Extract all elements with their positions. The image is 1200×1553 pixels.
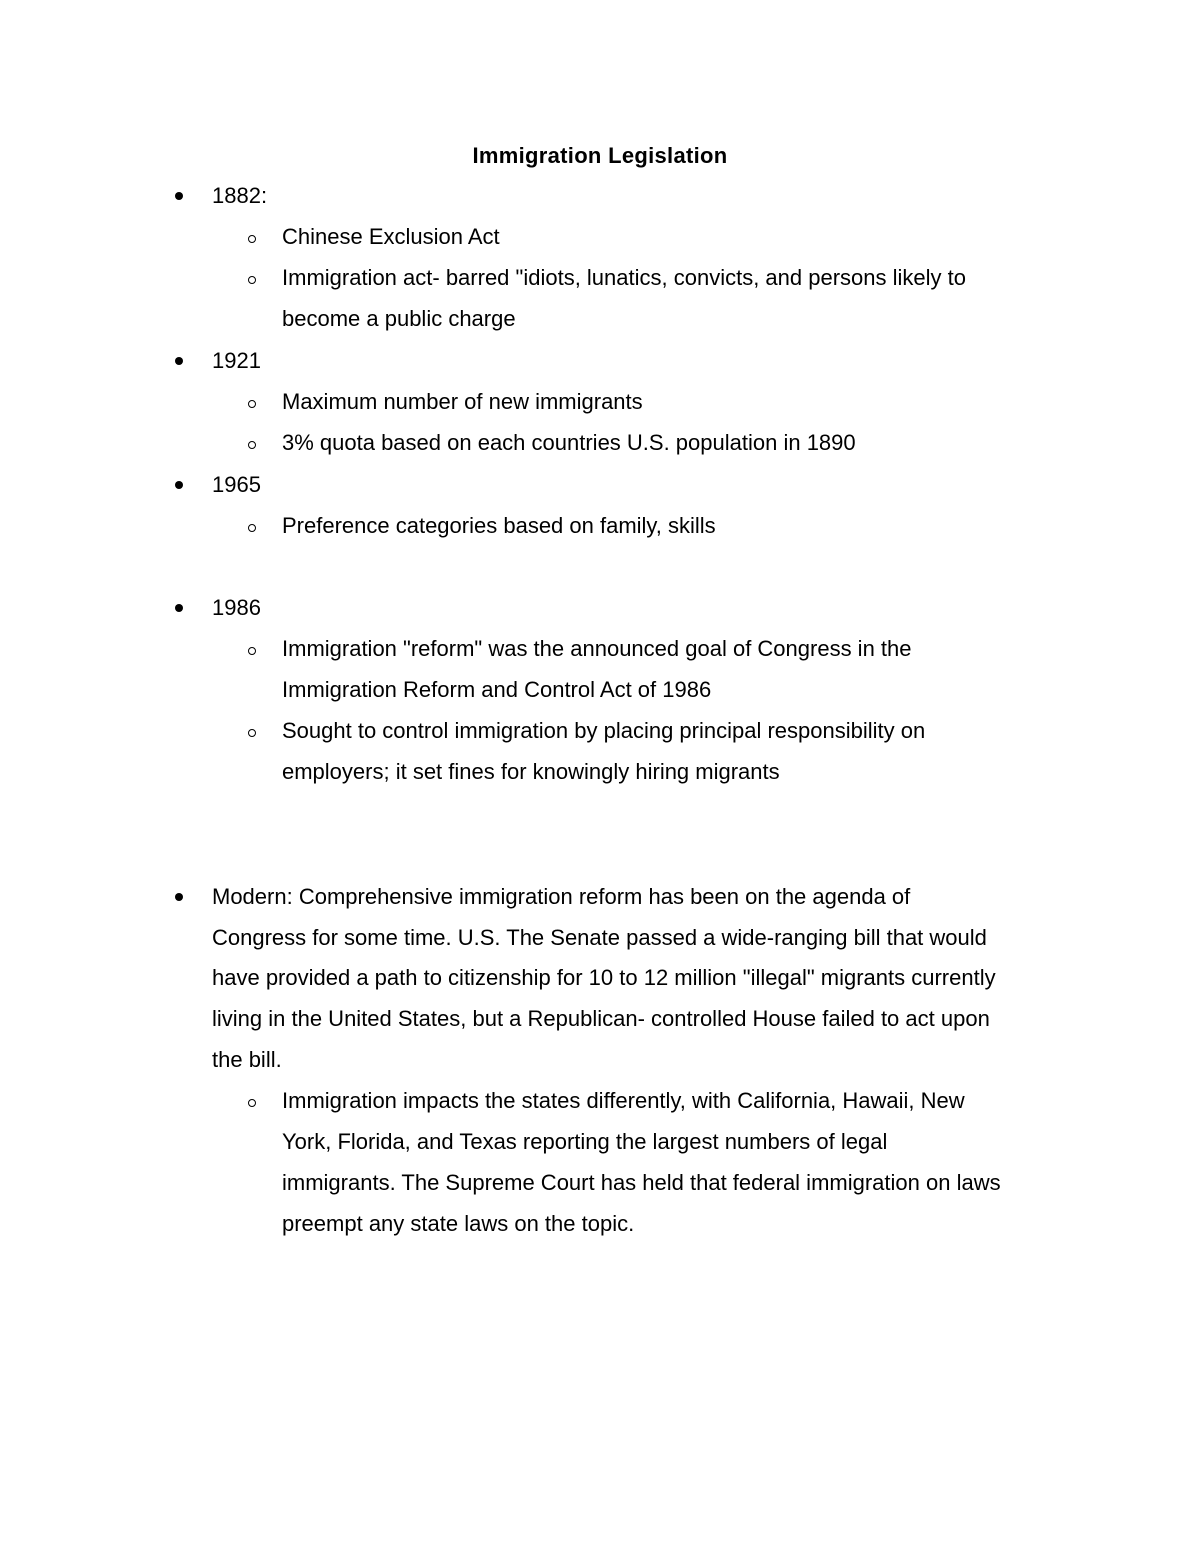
circle-bullet-icon [248, 524, 256, 532]
section-label-1921: 1921 [212, 348, 261, 373]
list-item: Sought to control immigration by placing principal responsibility on [282, 718, 926, 743]
list-item: Immigration act- barred "idiots, lunatics, convicts, and persons likely to [282, 265, 966, 290]
list-item: Preference categories based on family, skills [282, 513, 716, 538]
paragraph-continuation: have provided a path to citizenship for 10 to 12 million "illegal" migrants currently [212, 965, 996, 990]
section-label-1882: 1882: [212, 183, 268, 208]
list-item-continuation: immigrants. The Supreme Court has held that federal immigration on laws [282, 1170, 1001, 1195]
section-label-1965: 1965 [212, 472, 261, 497]
list-item-continuation: York, Florida, and Texas reporting the largest numbers of legal [282, 1129, 888, 1154]
circle-bullet-icon [248, 400, 256, 408]
list-item: Immigration "reform" was the announced goal of Congress in the [282, 636, 912, 661]
paragraph-continuation: Congress for some time. U.S. The Senate passed a wide-ranging bill that would [212, 925, 987, 950]
bullet-icon [175, 604, 183, 612]
bullet-icon [175, 192, 183, 200]
list-item-continuation: become a public charge [282, 306, 516, 331]
bullet-icon [175, 481, 183, 489]
circle-bullet-icon [248, 647, 256, 655]
page-title: Immigration Legislation [472, 143, 728, 168]
list-item: 3% quota based on each countries U.S. population in 1890 [282, 430, 856, 455]
list-item: Maximum number of new immigrants [282, 389, 643, 414]
bullet-icon [175, 893, 183, 901]
circle-bullet-icon [248, 441, 256, 449]
paragraph-continuation: the bill. [212, 1047, 282, 1072]
bullet-icon [175, 357, 183, 365]
list-item-continuation: preempt any state laws on the topic. [282, 1211, 635, 1236]
list-item: Chinese Exclusion Act [282, 224, 500, 249]
list-item: Immigration impacts the states differently, with California, Hawaii, New [282, 1088, 965, 1113]
circle-bullet-icon [248, 729, 256, 737]
section-label-1986: 1986 [212, 595, 261, 620]
circle-bullet-icon [248, 276, 256, 284]
section-label-modern: Modern: Comprehensive immigration reform has been on the agenda of [212, 884, 911, 909]
paragraph-continuation: living in the United States, but a Republican- controlled House failed to act upon [212, 1006, 990, 1031]
list-item-continuation: Immigration Reform and Control Act of 1986 [282, 677, 712, 702]
list-item-continuation: employers; it set fines for knowingly hiring migrants [282, 759, 780, 784]
circle-bullet-icon [248, 235, 256, 243]
circle-bullet-icon [248, 1099, 256, 1107]
